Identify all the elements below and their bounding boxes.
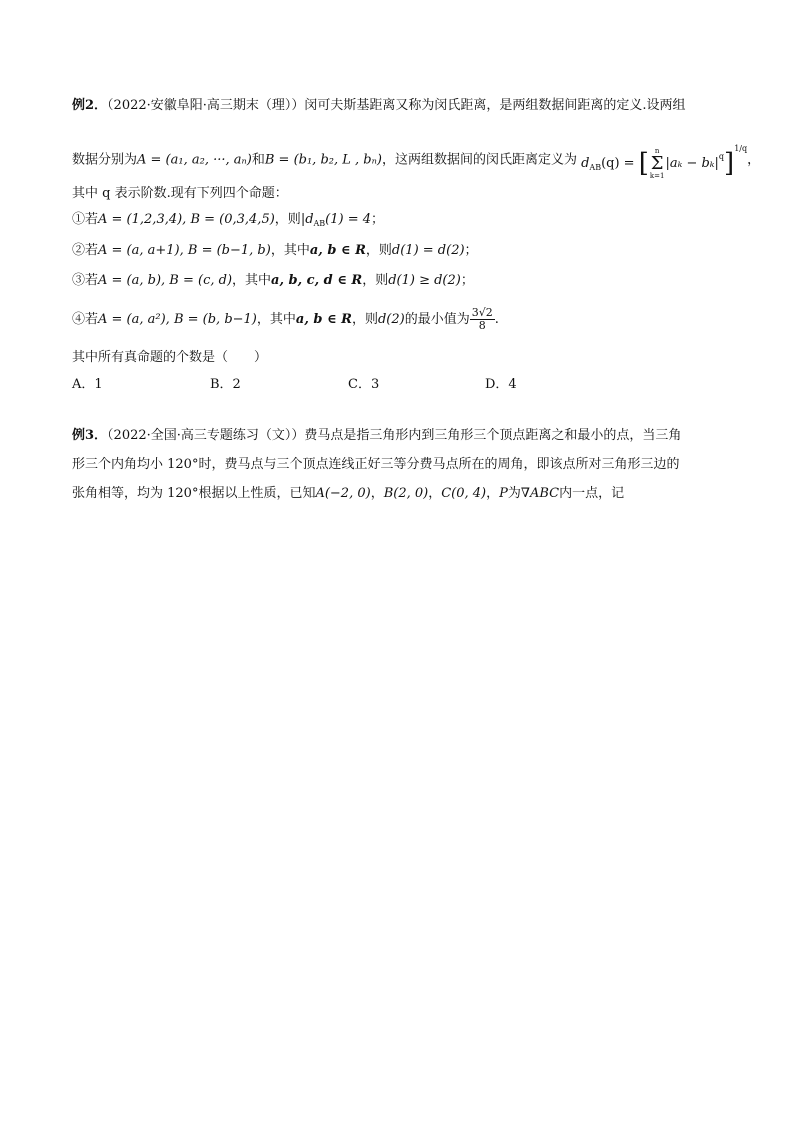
prop4-mid: ，其中 — [256, 312, 296, 328]
point-p: P — [499, 486, 508, 501]
sum-symbol: n Σ k=1 — [649, 146, 665, 180]
prop4-prefix: ④若 — [72, 312, 99, 328]
example2-line1 — [72, 97, 686, 115]
prop4-mid2: ，则 — [351, 312, 378, 328]
choice-d[interactable]: D．4 — [485, 377, 517, 392]
example2-line1-text: 闵可夫斯基距离又称为闵氏距离，是两组数据间距离的定义.设两组 — [304, 98, 686, 113]
prop4-text: 的最小值为 — [404, 312, 470, 328]
example2-source: （2022·安徽阜阳·高三期末（理）） — [107, 98, 305, 113]
prop2-prefix: ②若 — [72, 243, 99, 258]
example3-line3 — [72, 485, 624, 503]
prop4-math: A = (a, a²), B = (b, b−1) — [98, 312, 257, 328]
formula-arg: (q) = — [601, 156, 635, 171]
prop2-end: ； — [464, 243, 478, 258]
comma-1: ， — [370, 486, 384, 501]
prop1-math: A = (1,2,3,4), B = (0,3,4,5) — [98, 212, 275, 227]
sum-top: n — [654, 146, 660, 155]
example3-line1 — [72, 427, 681, 445]
triangle-abc: ∇ABC — [520, 486, 560, 501]
prop3-cond: a, b, c, d ∈ R — [271, 273, 363, 288]
line2-mid: ，这两组数据间的闵氏距离定义为 — [381, 152, 577, 168]
minkowski-formula — [581, 140, 747, 180]
comma-2: ， — [428, 486, 442, 501]
point-b: B(2, 0) — [383, 486, 429, 501]
prop3-prefix: ③若 — [72, 273, 99, 288]
set-b: B = (b₁, b₂, L , bₙ) — [264, 152, 382, 168]
point-a: A(−2, 0) — [315, 486, 371, 501]
prop3-eq: d(1) ≥ d(2) — [388, 273, 461, 288]
example3-line2-text: 形三个内角均小 120°时，费马点与三个顶点连线正好三等分费马点所在的周角，即该点所对三角形三边的 — [72, 457, 680, 472]
line2-prefix: 数据分别为 — [72, 152, 138, 168]
prop2-mid: ，其中 — [270, 243, 310, 258]
prop2-cond: a, b ∈ R — [309, 243, 366, 258]
point-c: C(0, 4) — [441, 486, 487, 501]
prop3-end: ； — [460, 273, 474, 288]
choice-a[interactable]: A．1 — [72, 377, 103, 392]
choice-c[interactable]: C．3 — [348, 377, 380, 392]
prop2-math: A = (a, a+1), B = (b−1, b) — [98, 243, 271, 258]
example3-source: （2022·全国·高三专题练习（文）） — [107, 428, 305, 443]
sum-pow: q — [718, 152, 725, 161]
prop4-fraction — [470, 307, 495, 332]
prop1-mid: ，则 — [274, 212, 301, 227]
prop1-math2c: (1) = 4 — [325, 212, 372, 227]
example3-line3-mid: 为 — [507, 486, 521, 501]
question-text: 其中所有真命题的个数是（ ） — [72, 350, 268, 365]
left-bracket: [ — [638, 148, 649, 179]
prop1-sub: AB — [313, 219, 326, 228]
prop4-end: . — [494, 312, 499, 328]
right-bracket: ] — [724, 148, 735, 179]
prop4-cond: a, b ∈ R — [295, 312, 352, 328]
example2-line2 — [72, 140, 760, 180]
sum-bottom: k=1 — [649, 171, 665, 180]
prop4-den: 8 — [478, 319, 486, 333]
prop1-end: ； — [371, 212, 385, 227]
formula-sub: AB — [589, 163, 602, 172]
comma-3: ， — [486, 486, 500, 501]
line3-text: 其中 q 表示阶数.现有下列四个命题： — [72, 186, 288, 201]
prop4-num: 3√2 — [471, 306, 493, 319]
formula-d: d — [581, 156, 590, 171]
example3-line1-text: 费马点是指三角形内到三角形三个顶点距离之和最小的点，当三角 — [304, 428, 682, 443]
prop1-math2: |d — [300, 212, 314, 227]
line2-end: ， — [747, 152, 761, 168]
example3-line3-prefix: 张角相等，均为 120°根据以上性质，已知 — [72, 486, 316, 501]
example2-line3 — [72, 185, 288, 203]
proposition-4 — [72, 307, 499, 332]
prop1-prefix: ①若 — [72, 212, 99, 227]
sum-body: |aₖ − bₖ| — [665, 156, 719, 171]
prop3-mid: ，其中 — [232, 273, 272, 288]
set-a: A = (a₁, a₂, ···, aₙ) — [137, 152, 252, 168]
example3-line3-end: 内一点，记 — [559, 486, 625, 501]
and-word: 和 — [251, 152, 265, 168]
prop3-math: A = (a, b), B = (c, d) — [98, 273, 233, 288]
example3-line2 — [72, 456, 679, 474]
proposition-3 — [72, 272, 474, 290]
choice-b[interactable]: B．2 — [210, 377, 241, 392]
outer-pow: 1/q — [734, 144, 748, 153]
prop2-mid2: ，则 — [365, 243, 392, 258]
proposition-1 — [72, 211, 384, 233]
question-line — [72, 349, 267, 367]
example2-label: 例2． — [72, 98, 108, 113]
proposition-2 — [72, 242, 478, 260]
prop3-mid2: ，则 — [362, 273, 389, 288]
prop2-eq: d(1) = d(2) — [391, 243, 465, 258]
prop4-d: d(2) — [377, 312, 405, 328]
example3-label: 例3． — [72, 428, 108, 443]
